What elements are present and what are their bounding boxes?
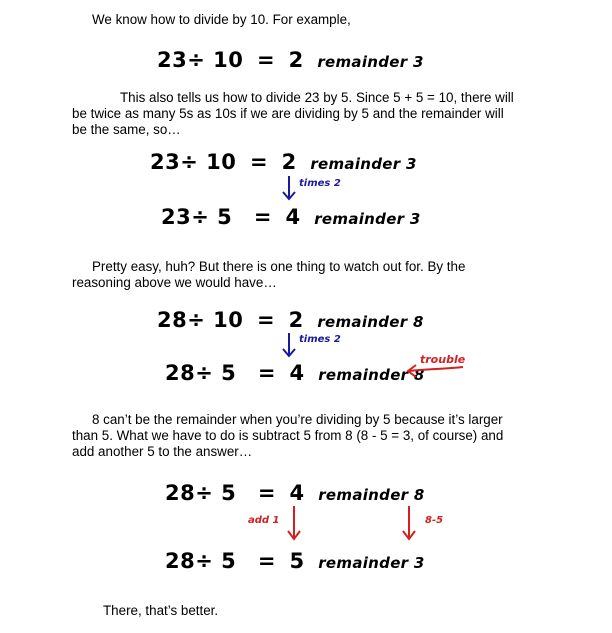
remainder-text: remainder 8 bbox=[317, 313, 424, 331]
equation-lhs: 28÷ 5 bbox=[165, 481, 237, 505]
equals-sign: = bbox=[249, 150, 269, 174]
equation-28-div-5-fixed bbox=[165, 549, 425, 573]
explanation-line-1: This also tells us how to divide 23 by 5. Since 5 + 5 = 10, there will bbox=[120, 90, 514, 105]
times-2-annotation: times 2 bbox=[299, 178, 341, 189]
equals-sign: = bbox=[256, 48, 276, 72]
equation-lhs: 23÷ 5 bbox=[161, 205, 233, 229]
eight-minus-five-annotation: 8-5 bbox=[425, 515, 444, 526]
fix-line-2: than 5. What we have to do is subtract 5 from 8 (8 - 5 = 3, of course) and bbox=[72, 428, 504, 443]
equation-23-div-5 bbox=[161, 205, 421, 229]
closing-text: There, that’s better. bbox=[103, 603, 219, 618]
fix-line-3: add another 5 to the answer… bbox=[72, 444, 253, 459]
remainder-text: remainder 8 bbox=[318, 486, 425, 504]
equation-23-div-10-intro bbox=[157, 48, 424, 72]
equals-sign: = bbox=[257, 549, 276, 573]
quotient: 2 bbox=[288, 308, 304, 332]
quotient: 4 bbox=[289, 361, 305, 385]
equation-28-div-5-trouble bbox=[165, 361, 425, 385]
quotient: 2 bbox=[288, 48, 304, 72]
equation-23-div-10 bbox=[150, 150, 417, 174]
quotient: 4 bbox=[289, 481, 305, 505]
remainder-text: remainder 3 bbox=[318, 554, 425, 572]
down-arrow-icon bbox=[281, 333, 297, 359]
equals-sign: = bbox=[253, 205, 272, 229]
quotient: 2 bbox=[281, 150, 297, 174]
explanation-line-3: be the same, so… bbox=[72, 122, 181, 137]
times-2-annotation: times 2 bbox=[299, 334, 341, 345]
trouble-annotation: trouble bbox=[420, 353, 466, 366]
left-arrow-icon bbox=[405, 364, 465, 378]
equation-lhs: 28÷ 5 bbox=[165, 361, 237, 385]
remainder-text: remainder 3 bbox=[314, 210, 421, 228]
explanation-line-2: be twice as many 5s as 10s if we are dividing by 5 and the remainder will bbox=[72, 106, 504, 121]
equation-lhs: 23÷ 10 bbox=[150, 150, 237, 174]
quotient: 5 bbox=[289, 549, 305, 573]
equation-lhs: 23÷ 10 bbox=[157, 48, 244, 72]
equation-lhs: 28÷ 10 bbox=[157, 308, 244, 332]
fix-line-1: 8 can’t be the remainder when you’re dividing by 5 because it’s larger bbox=[92, 412, 503, 427]
equals-sign: = bbox=[256, 308, 276, 332]
equals-sign: = bbox=[257, 361, 276, 385]
intro-text: We know how to divide by 10. For example, bbox=[92, 12, 351, 27]
remainder-text: remainder 3 bbox=[317, 53, 424, 71]
warning-line-2: reasoning above we would have… bbox=[72, 275, 277, 290]
down-arrow-icon bbox=[286, 506, 302, 542]
remainder-text: remainder 8 bbox=[318, 366, 425, 384]
remainder-text: remainder 3 bbox=[310, 155, 417, 173]
quotient: 4 bbox=[285, 205, 301, 229]
down-arrow-icon bbox=[401, 506, 417, 542]
equation-lhs: 28÷ 5 bbox=[165, 549, 237, 573]
add-1-annotation: add 1 bbox=[248, 515, 280, 526]
down-arrow-icon bbox=[281, 176, 297, 202]
equation-28-div-5-before bbox=[165, 481, 425, 505]
warning-line-1: Pretty easy, huh? But there is one thing to watch out for. By the bbox=[92, 259, 466, 274]
equation-28-div-10 bbox=[157, 308, 424, 332]
equals-sign: = bbox=[257, 481, 276, 505]
